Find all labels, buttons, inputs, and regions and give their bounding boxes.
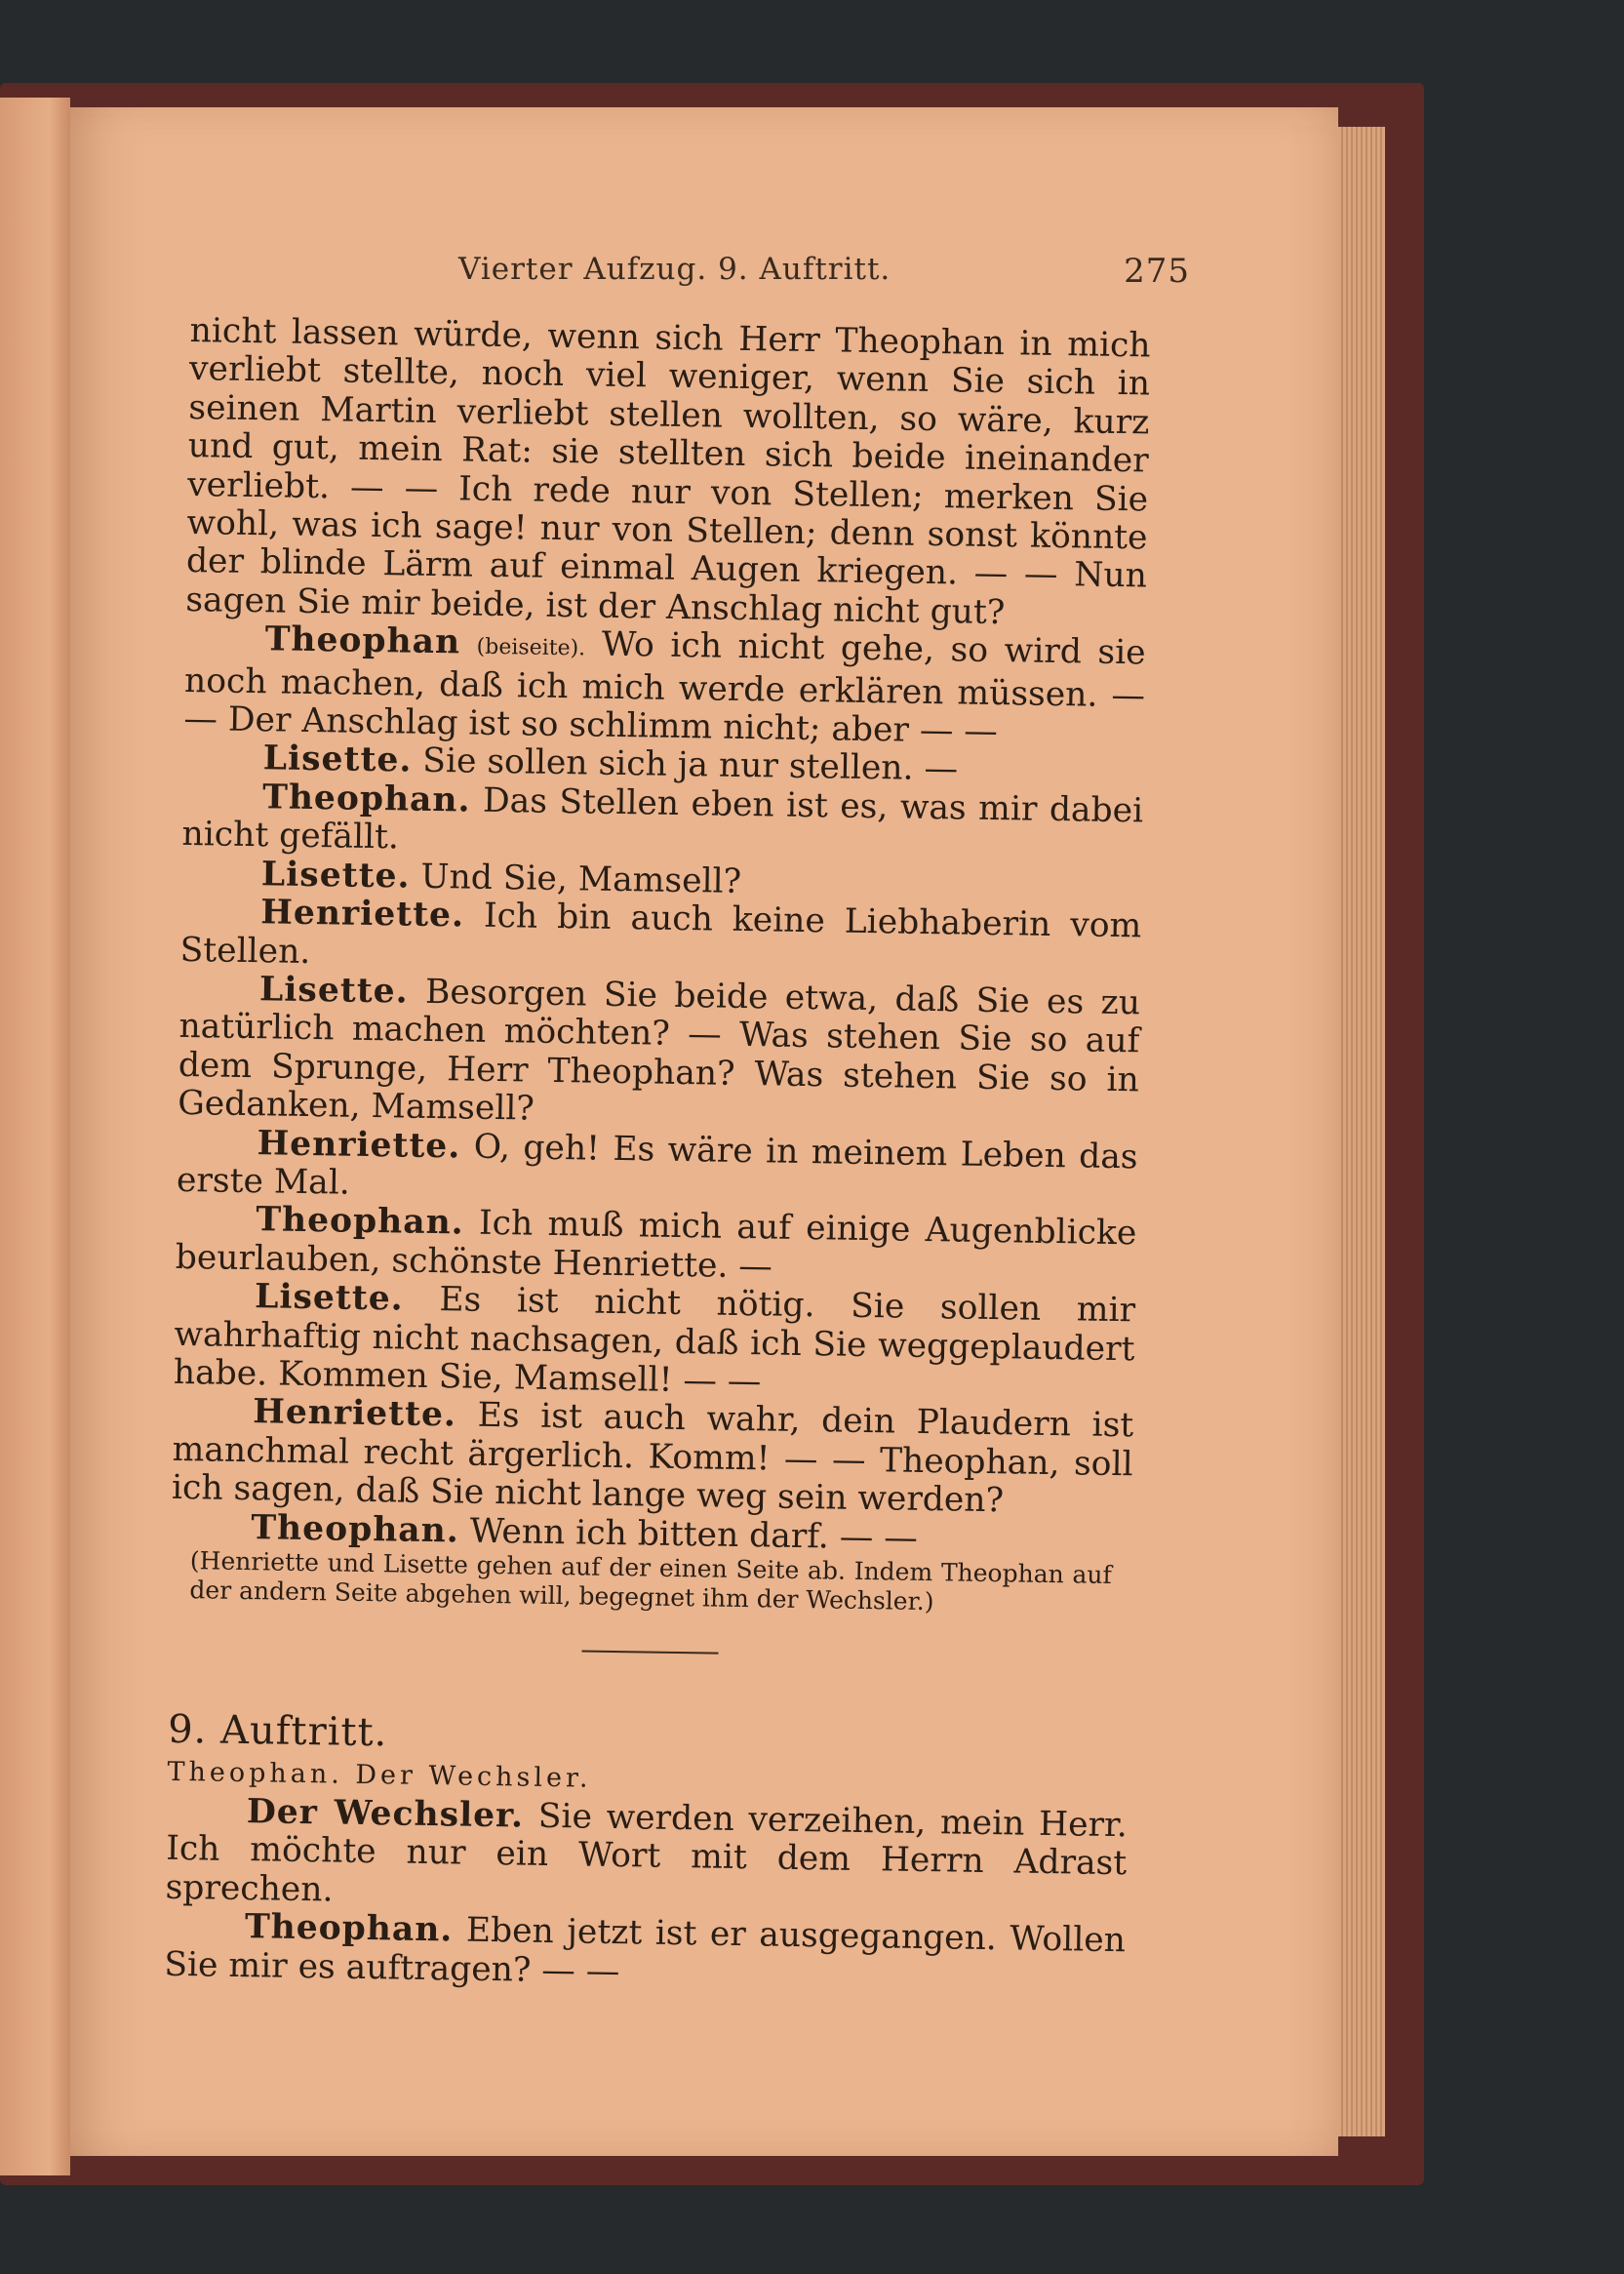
speech-text: Sie werden verzeihen, mein Herr. Ich möchte nur ein Wort mit dem Herrn Adrast sprechen. (165, 1796, 1129, 1910)
speaker-name: Henriette. (260, 893, 465, 936)
speaker-name: Theophan. (251, 1507, 460, 1551)
speech-text: Eben jetzt ist er ausgegangen. Wollen Sie mir es auftragen? — — (164, 1910, 1127, 1991)
speech (174, 1277, 1136, 1408)
speech-text: Und Sie, Mamsell? (420, 857, 742, 901)
running-head (458, 252, 1190, 300)
speech-text: Sie sollen sich ja nur stellen. — (422, 741, 959, 789)
speech (183, 619, 1146, 754)
speech-text: nicht lassen würde, wenn sich Herr Theophan in mich verliebt stellte, noch viel weniger, wenn Sie sich in seinen Martin verliebt stellen wollten, so wäre, kurz und gut, mein Rat: sie stellten sich beide ineinander verliebt. — — Ich rede nur von Stellen; merken Sie wohl, was ich sage! nur von Stellen; denn sonst könnte der blinde Lärm auf einmal Augen kriegen. — — Nun sagen Sie mir beide, ist der Anschlag nicht gut? (185, 311, 1151, 632)
speaker-name: Lisette. (254, 1277, 405, 1319)
running-head-title: Vierter Aufzug. 9. Auftritt. (458, 252, 891, 287)
speech (165, 1792, 1128, 1923)
speech-text: Das Stellen eben ist es, was mir dabei nicht gefällt. (181, 780, 1144, 858)
page-edges (1338, 127, 1385, 2136)
page-number: 275 (1124, 252, 1190, 291)
speech-text: Wo ich nicht gehe, so wird sie noch machen, daß ich mich werde erklären müssen. — — Der Anschlag ist so schlimm nicht; aber — — (183, 624, 1146, 752)
speech-text: Ich muß mich auf einige Augenblicke beurlauben, schönste Henriette. — (175, 1204, 1137, 1287)
page-body (164, 312, 1151, 1999)
speaker-name: Lisette. (260, 854, 411, 897)
speaker-name: Theophan. (244, 1907, 454, 1950)
speaker-name: Theophan (264, 619, 461, 662)
scene-cast: Theophan. Der Wechsler. (167, 1756, 592, 1794)
stage-aside: (beiseite). (476, 634, 586, 661)
speaker-name: Lisette. (258, 970, 409, 1012)
speech-text: O, geh! Es wäre in meinem Leben das erste Mal. (176, 1127, 1138, 1203)
speaker-name: Theophan. (256, 1200, 465, 1243)
speech-text: Wenn ich bitten darf. — — (469, 1511, 919, 1558)
speaker-name: Der Wechsler. (246, 1792, 525, 1836)
speaker-name: Henriette. (257, 1123, 461, 1166)
stage-direction: (Henriette und Lisette gehen auf der einen Seite ab. Indem Theophan auf der andern Seite abgehen will, begegnet ihm der Wechsler.) (189, 1546, 1113, 1616)
speaker-name: Theophan. (261, 778, 471, 820)
speech-text: Es ist nicht nötig. Sie sollen mir wahrhaftig nicht nachsagen, daß ich Sie weggeplaudert habe. Kommen Sie, Mamsell! — — (173, 1280, 1136, 1402)
speaker-name: Lisette. (262, 738, 413, 781)
speech (164, 1907, 1126, 1999)
speech (172, 1392, 1134, 1523)
section-divider (581, 1650, 718, 1654)
speech-text: Besorgen Sie beide etwa, daß Sie es zu natürlich machen möchten? — Was stehen Sie so auf dem Sprunge, Herr Theophan? Was stehen Sie so in Gedanken, Mamsell? (177, 972, 1141, 1129)
speech-text: Es ist auch wahr, dein Plaudern ist manchmal recht ärgerlich. Komm! — — Theophan, soll ich sagen, daß Sie nicht lange weg sein werden? (171, 1396, 1134, 1521)
speaker-name: Henriette. (252, 1392, 457, 1435)
scene-title: 9. Auftritt. (167, 1706, 388, 1756)
speech (178, 970, 1140, 1138)
facing-page-edge (0, 98, 70, 2175)
speech-text: Ich bin auch keine Liebhaberin vom Stellen. (179, 896, 1142, 972)
continued-speech (185, 312, 1151, 635)
